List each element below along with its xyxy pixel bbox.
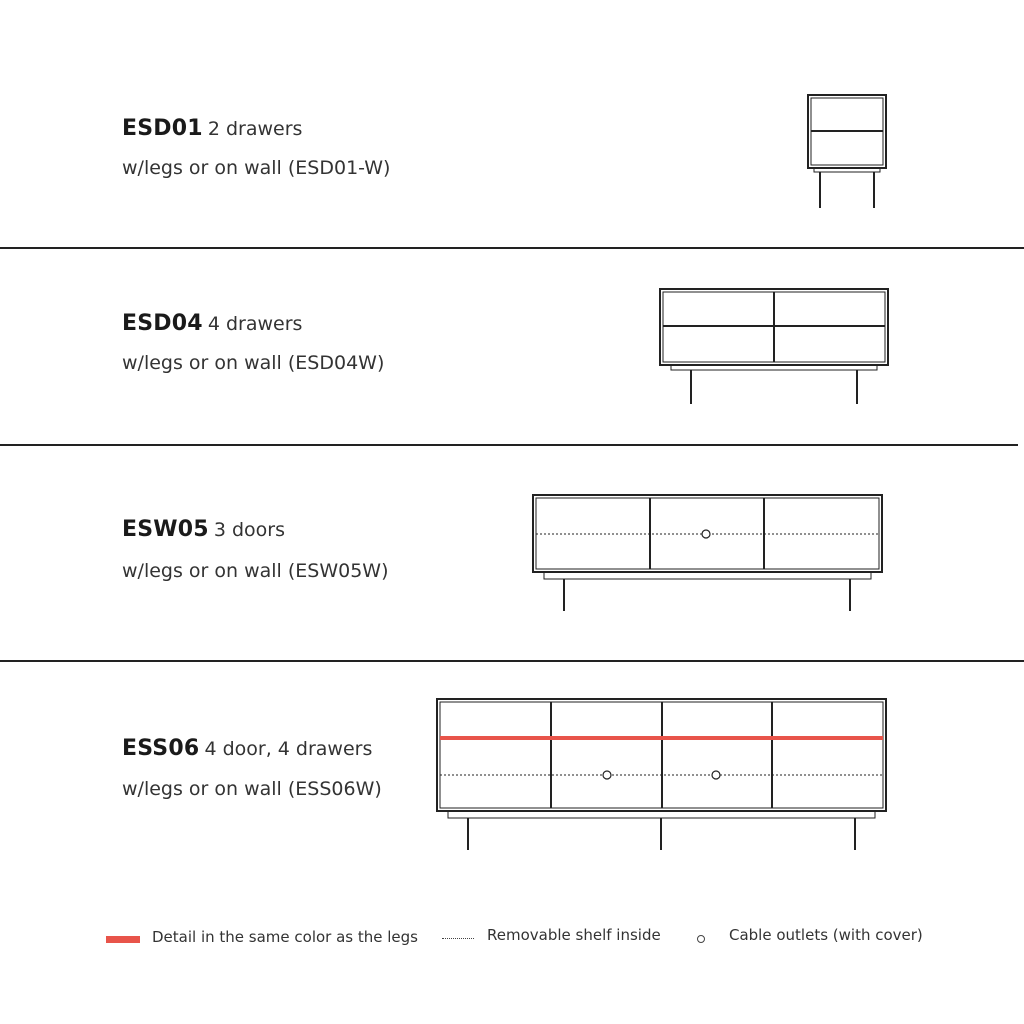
4-door-4-drawer-sideboard-icon xyxy=(432,694,892,854)
product-mounting: w/legs or on wall (ESW05W) xyxy=(122,560,389,582)
2-drawer-nightstand-icon xyxy=(800,90,900,212)
product-code: ESD01 xyxy=(122,116,203,141)
row-divider xyxy=(0,444,1018,446)
product-code: ESW05 xyxy=(122,517,209,542)
product-code: ESS06 xyxy=(122,736,200,761)
red-detail-swatch-icon xyxy=(106,936,140,943)
product-mounting: w/legs or on wall (ESD04W) xyxy=(122,352,385,374)
product-description: 3 doors xyxy=(213,519,286,541)
row-divider xyxy=(0,660,1024,662)
cable-outlet-circle-icon xyxy=(697,935,705,943)
row-divider xyxy=(0,247,1024,249)
product-title xyxy=(122,517,285,542)
dotted-line-icon xyxy=(442,938,474,939)
product-description: 4 door, 4 drawers xyxy=(204,738,373,760)
3-door-sideboard-icon xyxy=(528,490,890,616)
product-description: 4 drawers xyxy=(207,313,303,335)
product-description: 2 drawers xyxy=(207,118,303,140)
legend-red-detail-label: Detail in the same color as the legs xyxy=(152,928,418,946)
4-drawer-dresser-icon xyxy=(655,284,895,408)
legend-shelf-label: Removable shelf inside xyxy=(487,926,661,944)
legend-cable-label: Cable outlets (with cover) xyxy=(729,926,923,944)
product-code: ESD04 xyxy=(122,311,203,336)
product-mounting: w/legs or on wall (ESD01-W) xyxy=(122,157,391,179)
product-mounting: w/legs or on wall (ESS06W) xyxy=(122,778,382,800)
product-title xyxy=(122,736,372,761)
product-title xyxy=(122,311,302,336)
product-title xyxy=(122,116,302,141)
